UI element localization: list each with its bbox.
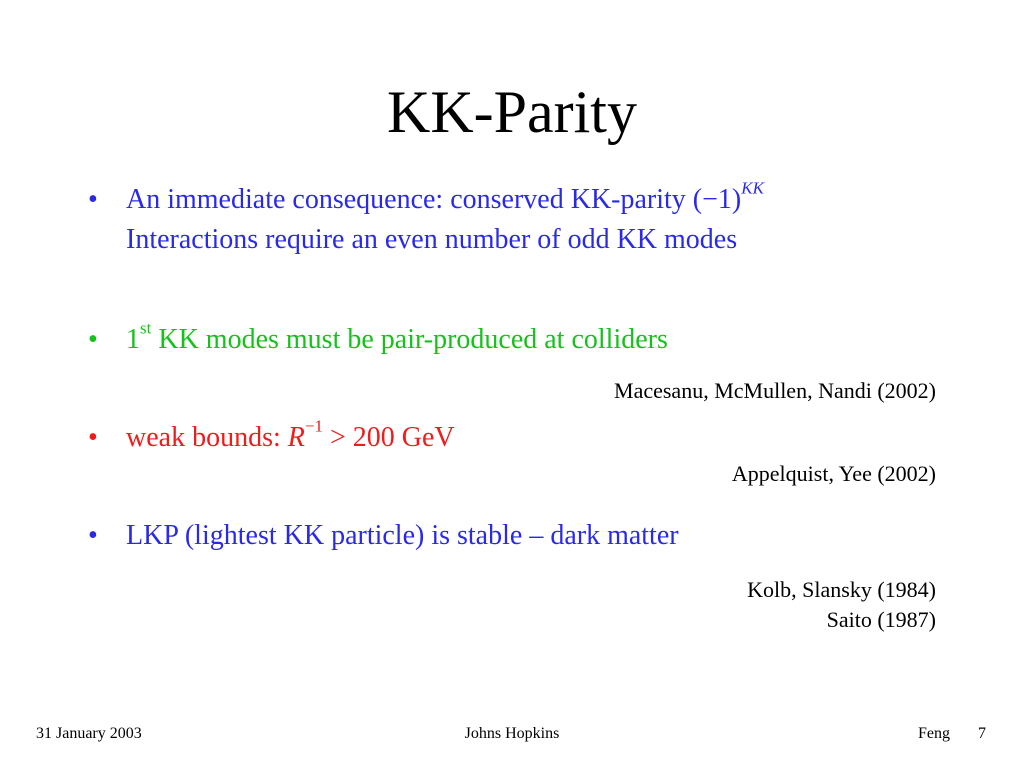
bullet-marker: • <box>88 520 98 551</box>
bullet-line-1-text: An immediate consequence: conserved KK-parity (−1) <box>126 184 742 215</box>
reference-kolb: Kolb, Slansky (1984) <box>747 577 936 602</box>
bullet-line-2: Interactions require an even number of odd KK modes <box>126 224 738 255</box>
bullet-text: 1st KK modes must be pair-produced at colliders <box>126 318 668 355</box>
variable-r: R <box>287 422 305 453</box>
footer-date: 31 January 2003 <box>36 725 142 742</box>
footer-author: Feng <box>918 725 950 742</box>
footer-venue: Johns Hopkins <box>464 725 560 742</box>
bullet-marker: • <box>88 184 98 215</box>
bullet-text <box>126 180 764 260</box>
reference-macesanu: Macesanu, McMullen, Nandi (2002) <box>614 378 936 403</box>
bullet-line-1 <box>126 180 764 220</box>
bullet-text: weak bounds: $R^{-1} > 200$ GeV <box>126 416 455 453</box>
bullet-text: LKP (lightest KK particle) is stable – dark matter <box>126 520 679 551</box>
superscript-kk: KK <box>741 178 764 198</box>
reference-appelquist: Appelquist, Yee (2002) <box>731 461 936 486</box>
bullet-marker: • <box>88 422 98 453</box>
superscript-minus-one: −1 <box>304 416 323 436</box>
page-number: 7 <box>978 725 986 742</box>
slide-title: KK-Parity <box>387 79 637 145</box>
superscript-st: st <box>140 318 152 338</box>
reference-saito: Saito (1987) <box>826 607 936 632</box>
bullet-marker: • <box>88 324 98 355</box>
